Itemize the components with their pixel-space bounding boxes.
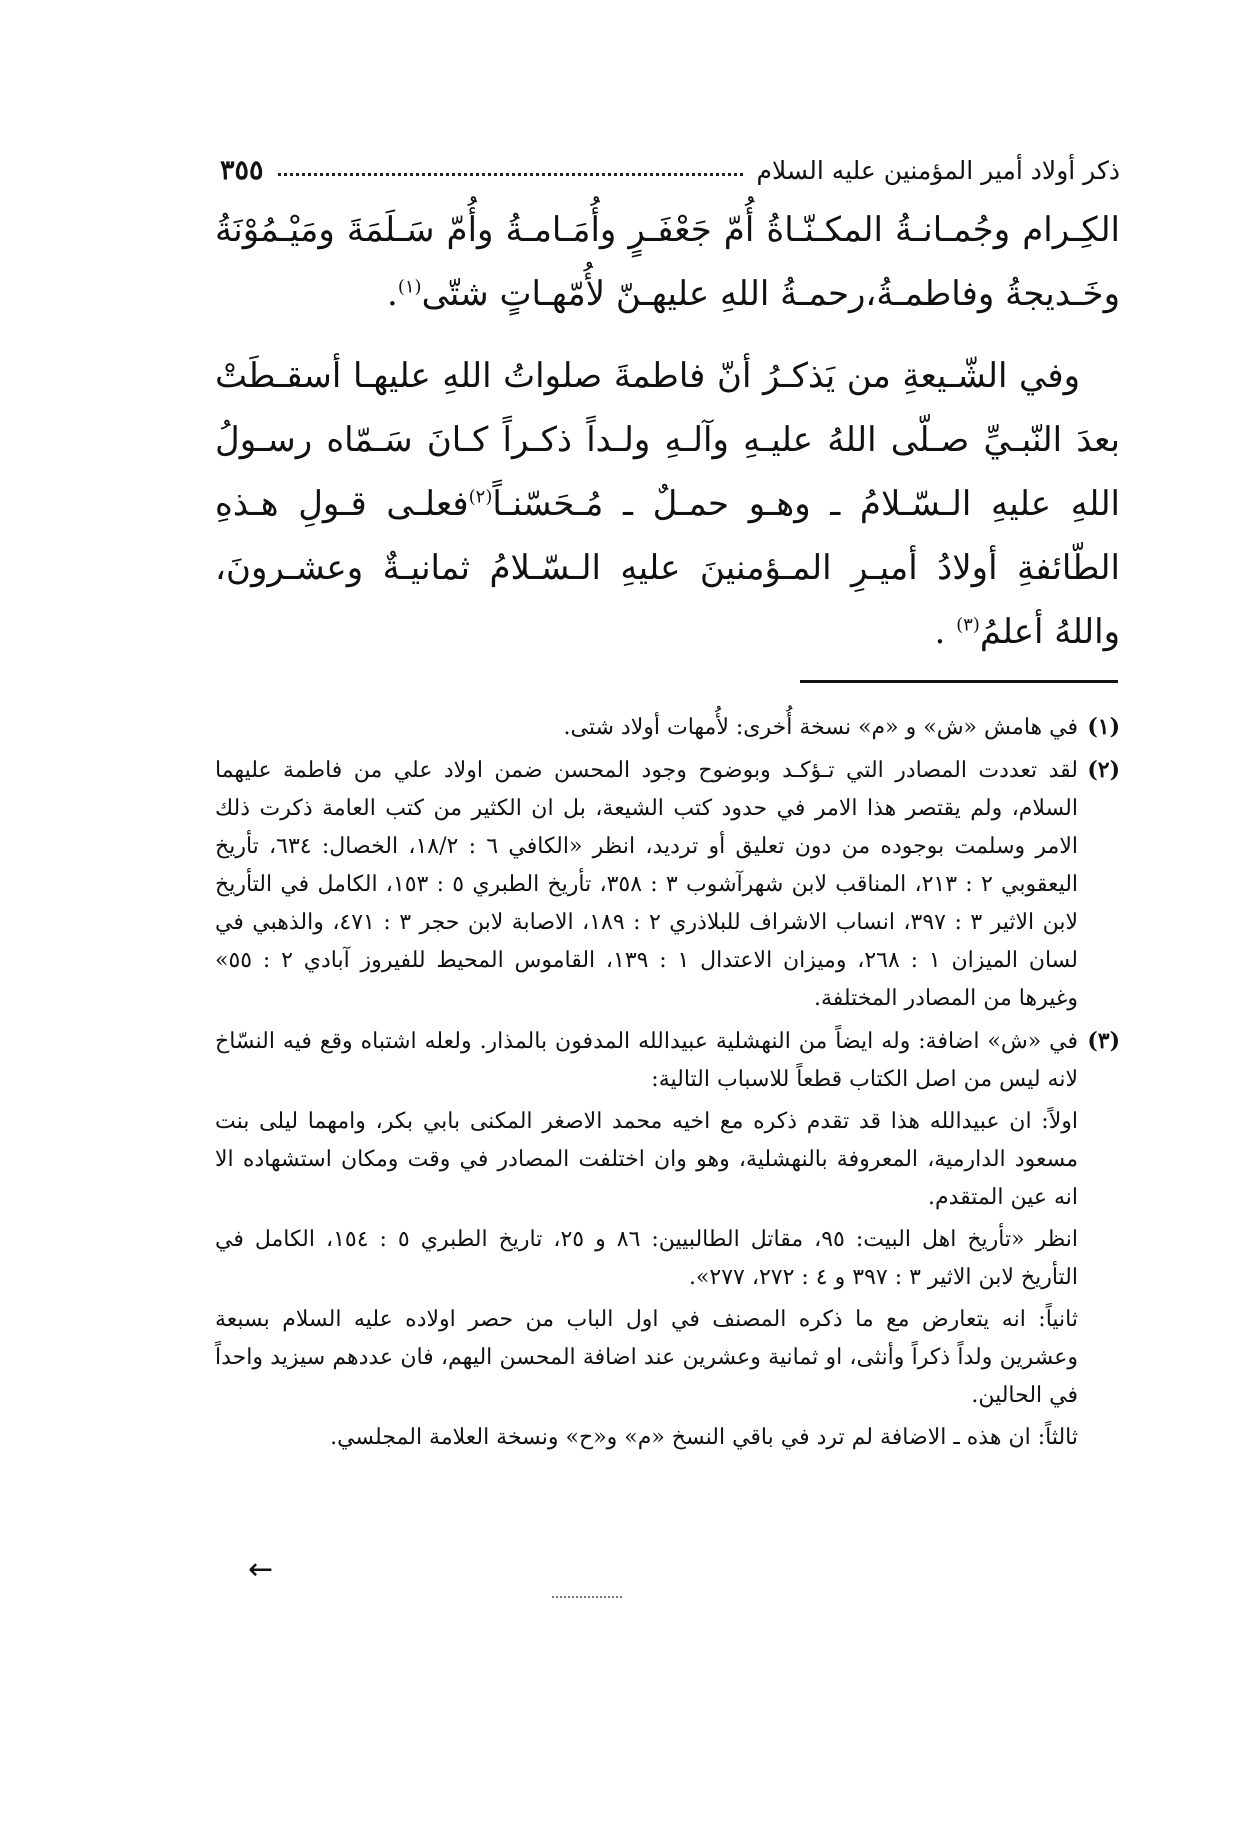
footnote-3-para-3: ثانياً: انه يتعارض مع ما ذكره المصنف في اول الباب من حصر اولاده عليه السلام بسبعة وعشرين ولداً ذكراً وأنثى، او ثمانية وعشرين عند اضافة المحسن اليهم، فان عددهم سيزيد واحداً في الحالين. bbox=[215, 1307, 1078, 1408]
main-paragraph-1-text: الكِـرام وجُمـانـةُ المكـنّـاةُ أُمّ جَعْفَـرٍ وأُمَـامـةُ وأُمّ سَـلَمَةَ ومَيْـمُوْنَةُ وخَـديجةُ وفاطمـةُ،رحمـةُ اللهِ عليهـنّ لأُمّهـاتٍ شتّى bbox=[215, 210, 1120, 314]
footnote-2 bbox=[215, 751, 1120, 1018]
footnote-ref-2: (٢) bbox=[468, 486, 493, 508]
footnote-1-number: (١) bbox=[1087, 714, 1120, 740]
main-text bbox=[215, 198, 1120, 664]
main-paragraph-1-end: . bbox=[387, 274, 398, 314]
footnote-2-text: لقد تعددت المصادر التي تـؤكـد وبوضوح وجود المحسن ضمن اولاد علي من فاطمة عليهما السلام، ولم يقتصر هذا الامر في حدود كتب الشيعة، بل ان الكثير من كتب العامة ذكرت ذلك الامر وسلمت بوجوده من دون تعليق أو ترديد، انظر «الكافي ٦ : ١٨/٢، الخصال: ٦٣٤، تأريخ اليعقوبي ٢ : ٢١٣، المناقب لابن شهرآشوب ٣ : ٣٥٨، تأريخ الطبري ٥ : ١٥٣، الكامل في التأريخ لابن الاثير ٣ : ٣٩٧، انساب الاشراف للبلاذري ٢ : ١٨٩، الاصابة لابن حجر ٣ : ٤٧١، والذهبي في لسان الميزان ١ : ٢٦٨، وميزان الاعتدال ١ : ١٣٩، القاموس المحيط للفيروز آبادي ٢ : ٥٥» وغيرها من المصادر المختلفة. bbox=[215, 758, 1079, 1011]
footnote-ref-3: (٣) bbox=[956, 614, 980, 636]
footnotes bbox=[215, 708, 1120, 1461]
footnote-1 bbox=[215, 708, 1120, 747]
main-paragraph-2-text-b: فعلـى قـولِ هـذهِ الطّائفةِ أولادُ أميـرِ المـؤمنينَ عليهِ الـسّـلامُ ثمانيـةٌ وعشـرونَ، واللهُ أعلمُ bbox=[215, 484, 1120, 652]
footnote-2-number: (٢) bbox=[1087, 757, 1120, 783]
main-paragraph-2-end: . bbox=[934, 612, 946, 652]
page-number: ٣٥٥ bbox=[220, 154, 264, 186]
footnote-3-para-2: انظر «تأريخ اهل البيت: ٩٥، مقاتل الطالبيين: ٨٦ و ٢٥، تاريخ الطبري ٥ : ١٥٤، الكامل في التأريخ لابن الاثير ٣ : ٣٩٧ و ٤ : ٢٧٢، ٢٧٧». bbox=[215, 1227, 1078, 1290]
footnote-ref-1: (١) bbox=[397, 276, 422, 298]
footnote-separator bbox=[800, 680, 1118, 683]
footnote-3-number: (٣) bbox=[1087, 1028, 1120, 1054]
running-header bbox=[220, 150, 1120, 190]
footnote-1-text: في هامش «ش» و «م» نسخة أُخرى: لأُمهات أولاد شتى. bbox=[563, 715, 1078, 740]
main-paragraph-1 bbox=[215, 198, 1120, 326]
scan-specks bbox=[552, 1596, 622, 1598]
main-paragraph-2 bbox=[215, 344, 1120, 664]
footnote-3 bbox=[215, 1022, 1120, 1099]
continuation-arrow-icon: ← bbox=[248, 1552, 274, 1587]
footnote-3-para-1: اولاً: ان عبيدالله هذا قد تقدم ذكره مع اخيه محمد الاصغر المكنى بابي بكر، وامهما ليلى بنت مسعود الدارمية، المعروفة بالنهشلية، وهو وان اختلفت المصادر في وقت ومكان استشهاده الا انه عين المتقدم. bbox=[215, 1109, 1078, 1210]
footnote-3-text: في «ش» اضافة: وله ايضاً من النهشلية عبيدالله المدفون بالمذار. ولعله اشتباه وقع فيه النسّاخ لانه ليس من اصل الكتاب قطعاً للاسباب التالية: bbox=[215, 1029, 1078, 1092]
header-title: ذكر أولاد أمير المؤمنين عليه السلام bbox=[756, 155, 1120, 185]
header-dot-leader bbox=[278, 173, 743, 176]
footnote-3-para-4: ثالثاً: ان هذه ـ الاضافة لم ترد في باقي النسخ «م» و«ح» ونسخة العلامة المجلسي. bbox=[330, 1425, 1078, 1450]
main-paragraph-2-text-a: وفي الشّـيعةِ من يَذكـرُ أنّ فاطمةَ صلواتُ اللهِ عليهـا أسقـطَتْ بعدَ النّبـيِّ صـلّى اللهُ عليـهِ وآلـهِ ولـداً ذكـراً كـانَ سَـمّاه رسـولُ اللهِ عليهِ الـسّـلامُ ـ وهـو حمـلٌ ـ مُـحَسّنـاً bbox=[215, 356, 1121, 524]
